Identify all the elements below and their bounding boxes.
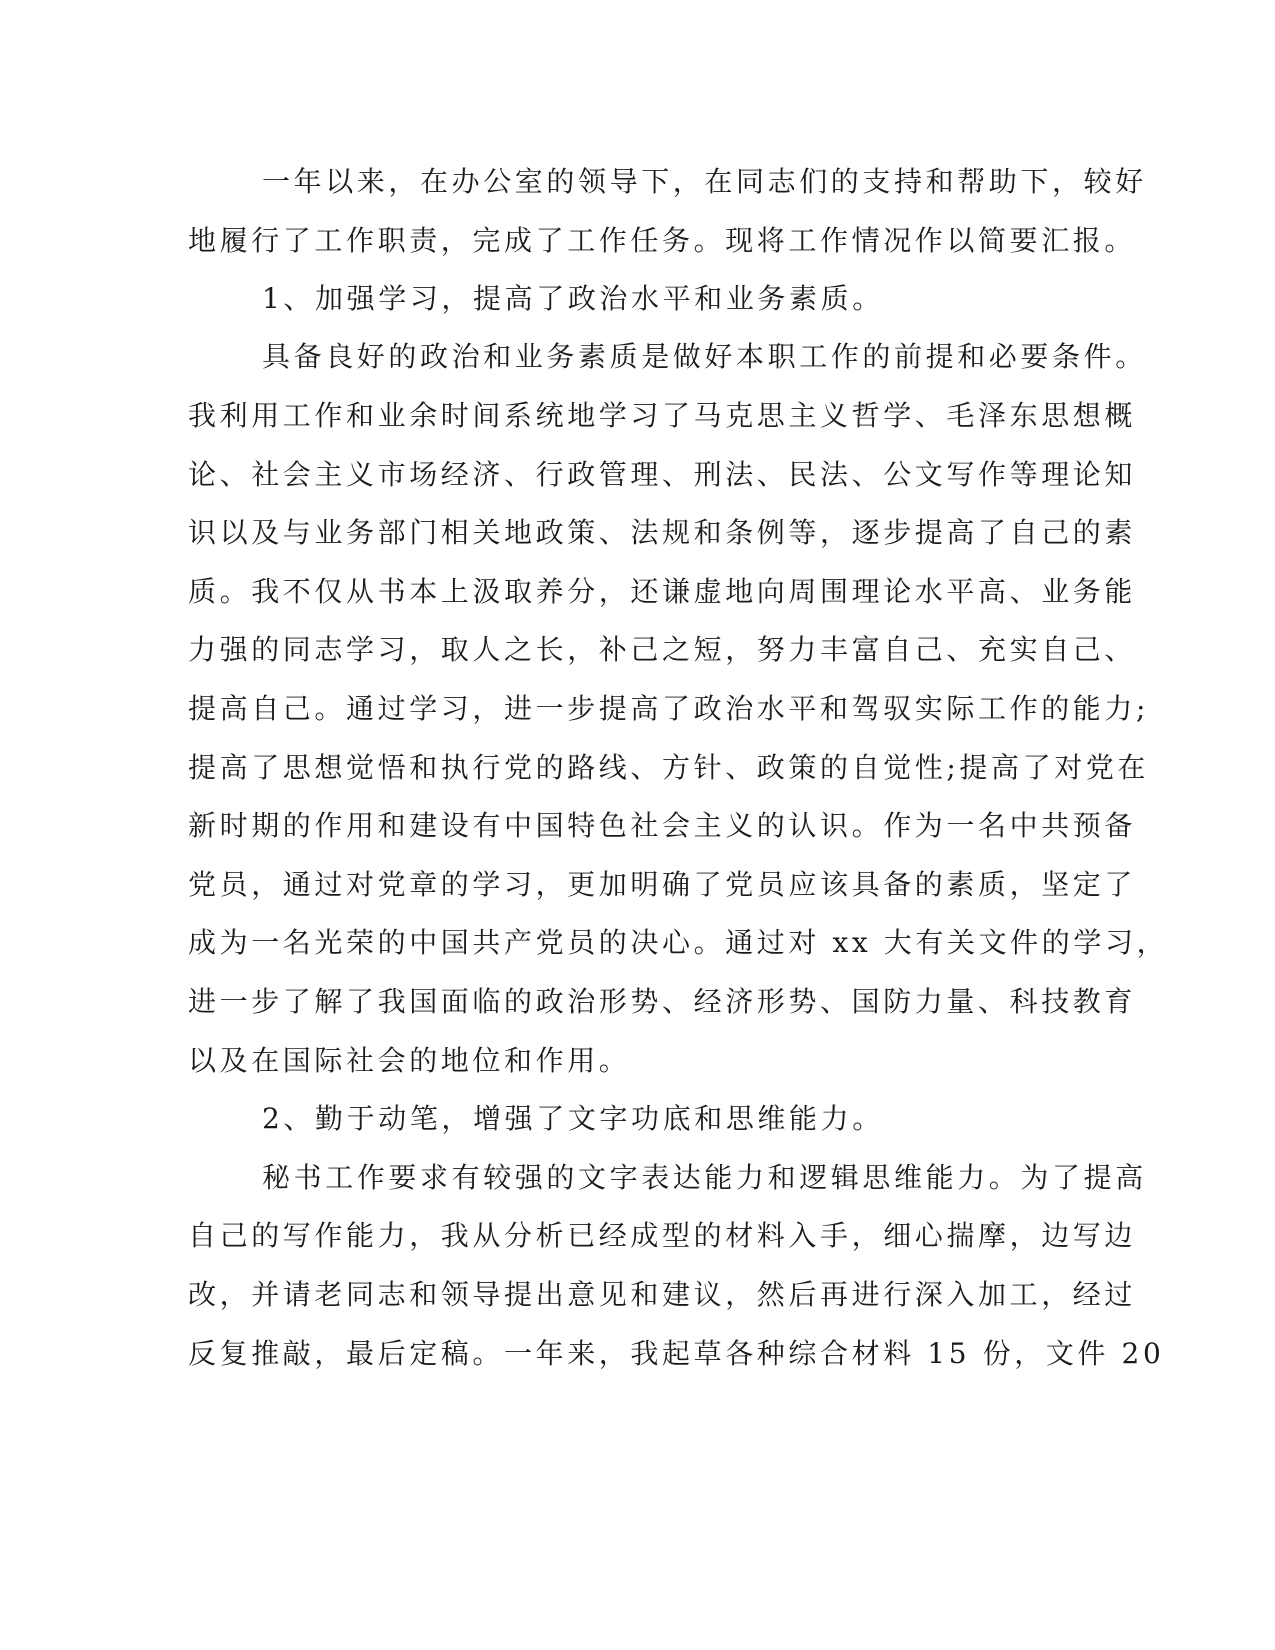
paragraph-study-line-7: 提高自己。通过学习，进一步提高了政治水平和驾驭实际工作的能力; — [188, 692, 1150, 725]
paragraph-study-line-1: 具备良好的政治和业务素质是做好本职工作的前提和必要条件。 — [262, 340, 1147, 373]
paragraph-study-line-13: 以及在国际社会的地位和作用。 — [188, 1044, 631, 1077]
paragraph-writing-line-1: 秘书工作要求有较强的文字表达能力和逻辑思维能力。为了提高 — [262, 1161, 1147, 1194]
paragraph-writing-line-2: 自己的写作能力，我从分析已经成型的材料入手，细心揣摩，边写边 — [188, 1219, 1137, 1252]
paragraph-study-line-9: 新时期的作用和建设有中国特色社会主义的认识。作为一名中共预备 — [188, 809, 1137, 842]
paragraph-study-line-4: 识以及与业务部门相关地政策、法规和条例等，逐步提高了自己的素 — [188, 516, 1137, 549]
paragraph-writing-line-4: 反复推敲，最后定稿。一年来，我起草各种综合材料 15 份，文件 20 — [188, 1337, 1165, 1370]
paragraph-study-line-8: 提高了思想觉悟和执行党的路线、方针、政策的自觉性;提高了对党在 — [188, 751, 1150, 784]
paragraph-writing-line-3: 改，并请老同志和领导提出意见和建议，然后再进行深入加工，经过 — [188, 1278, 1137, 1311]
section-heading-2: 2、勤于动笔，增强了文字功底和思维能力。 — [262, 1102, 884, 1135]
paragraph-intro-line-1: 一年以来，在办公室的领导下，在同志们的支持和帮助下，较好 — [262, 165, 1147, 198]
paragraph-study-line-12: 进一步了解了我国面临的政治形势、经济形势、国防力量、科技教育 — [188, 985, 1137, 1018]
paragraph-study-line-5: 质。我不仅从书本上汲取养分，还谦虚地向周围理论水平高、业务能 — [188, 575, 1137, 608]
paragraph-study-line-2: 我利用工作和业余时间系统地学习了马克思主义哲学、毛泽东思想概 — [188, 399, 1137, 432]
paragraph-study-line-6: 力强的同志学习，取人之长，补己之短，努力丰富自己、充实自己、 — [188, 633, 1137, 666]
paragraph-study-line-3: 论、社会主义市场经济、行政管理、刑法、民法、公文写作等理论知 — [188, 458, 1137, 491]
paragraph-study-line-11: 成为一名光荣的中国共产党员的决心。通过对 xx 大有关文件的学习， — [188, 926, 1169, 959]
paragraph-intro-line-2: 地履行了工作职责，完成了工作任务。现将工作情况作以简要汇报。 — [188, 224, 1137, 257]
section-heading-1: 1、加强学习，提高了政治水平和业务素质。 — [262, 282, 884, 315]
paragraph-study-line-10: 党员，通过对党章的学习，更加明确了党员应该具备的素质，坚定了 — [188, 868, 1137, 901]
